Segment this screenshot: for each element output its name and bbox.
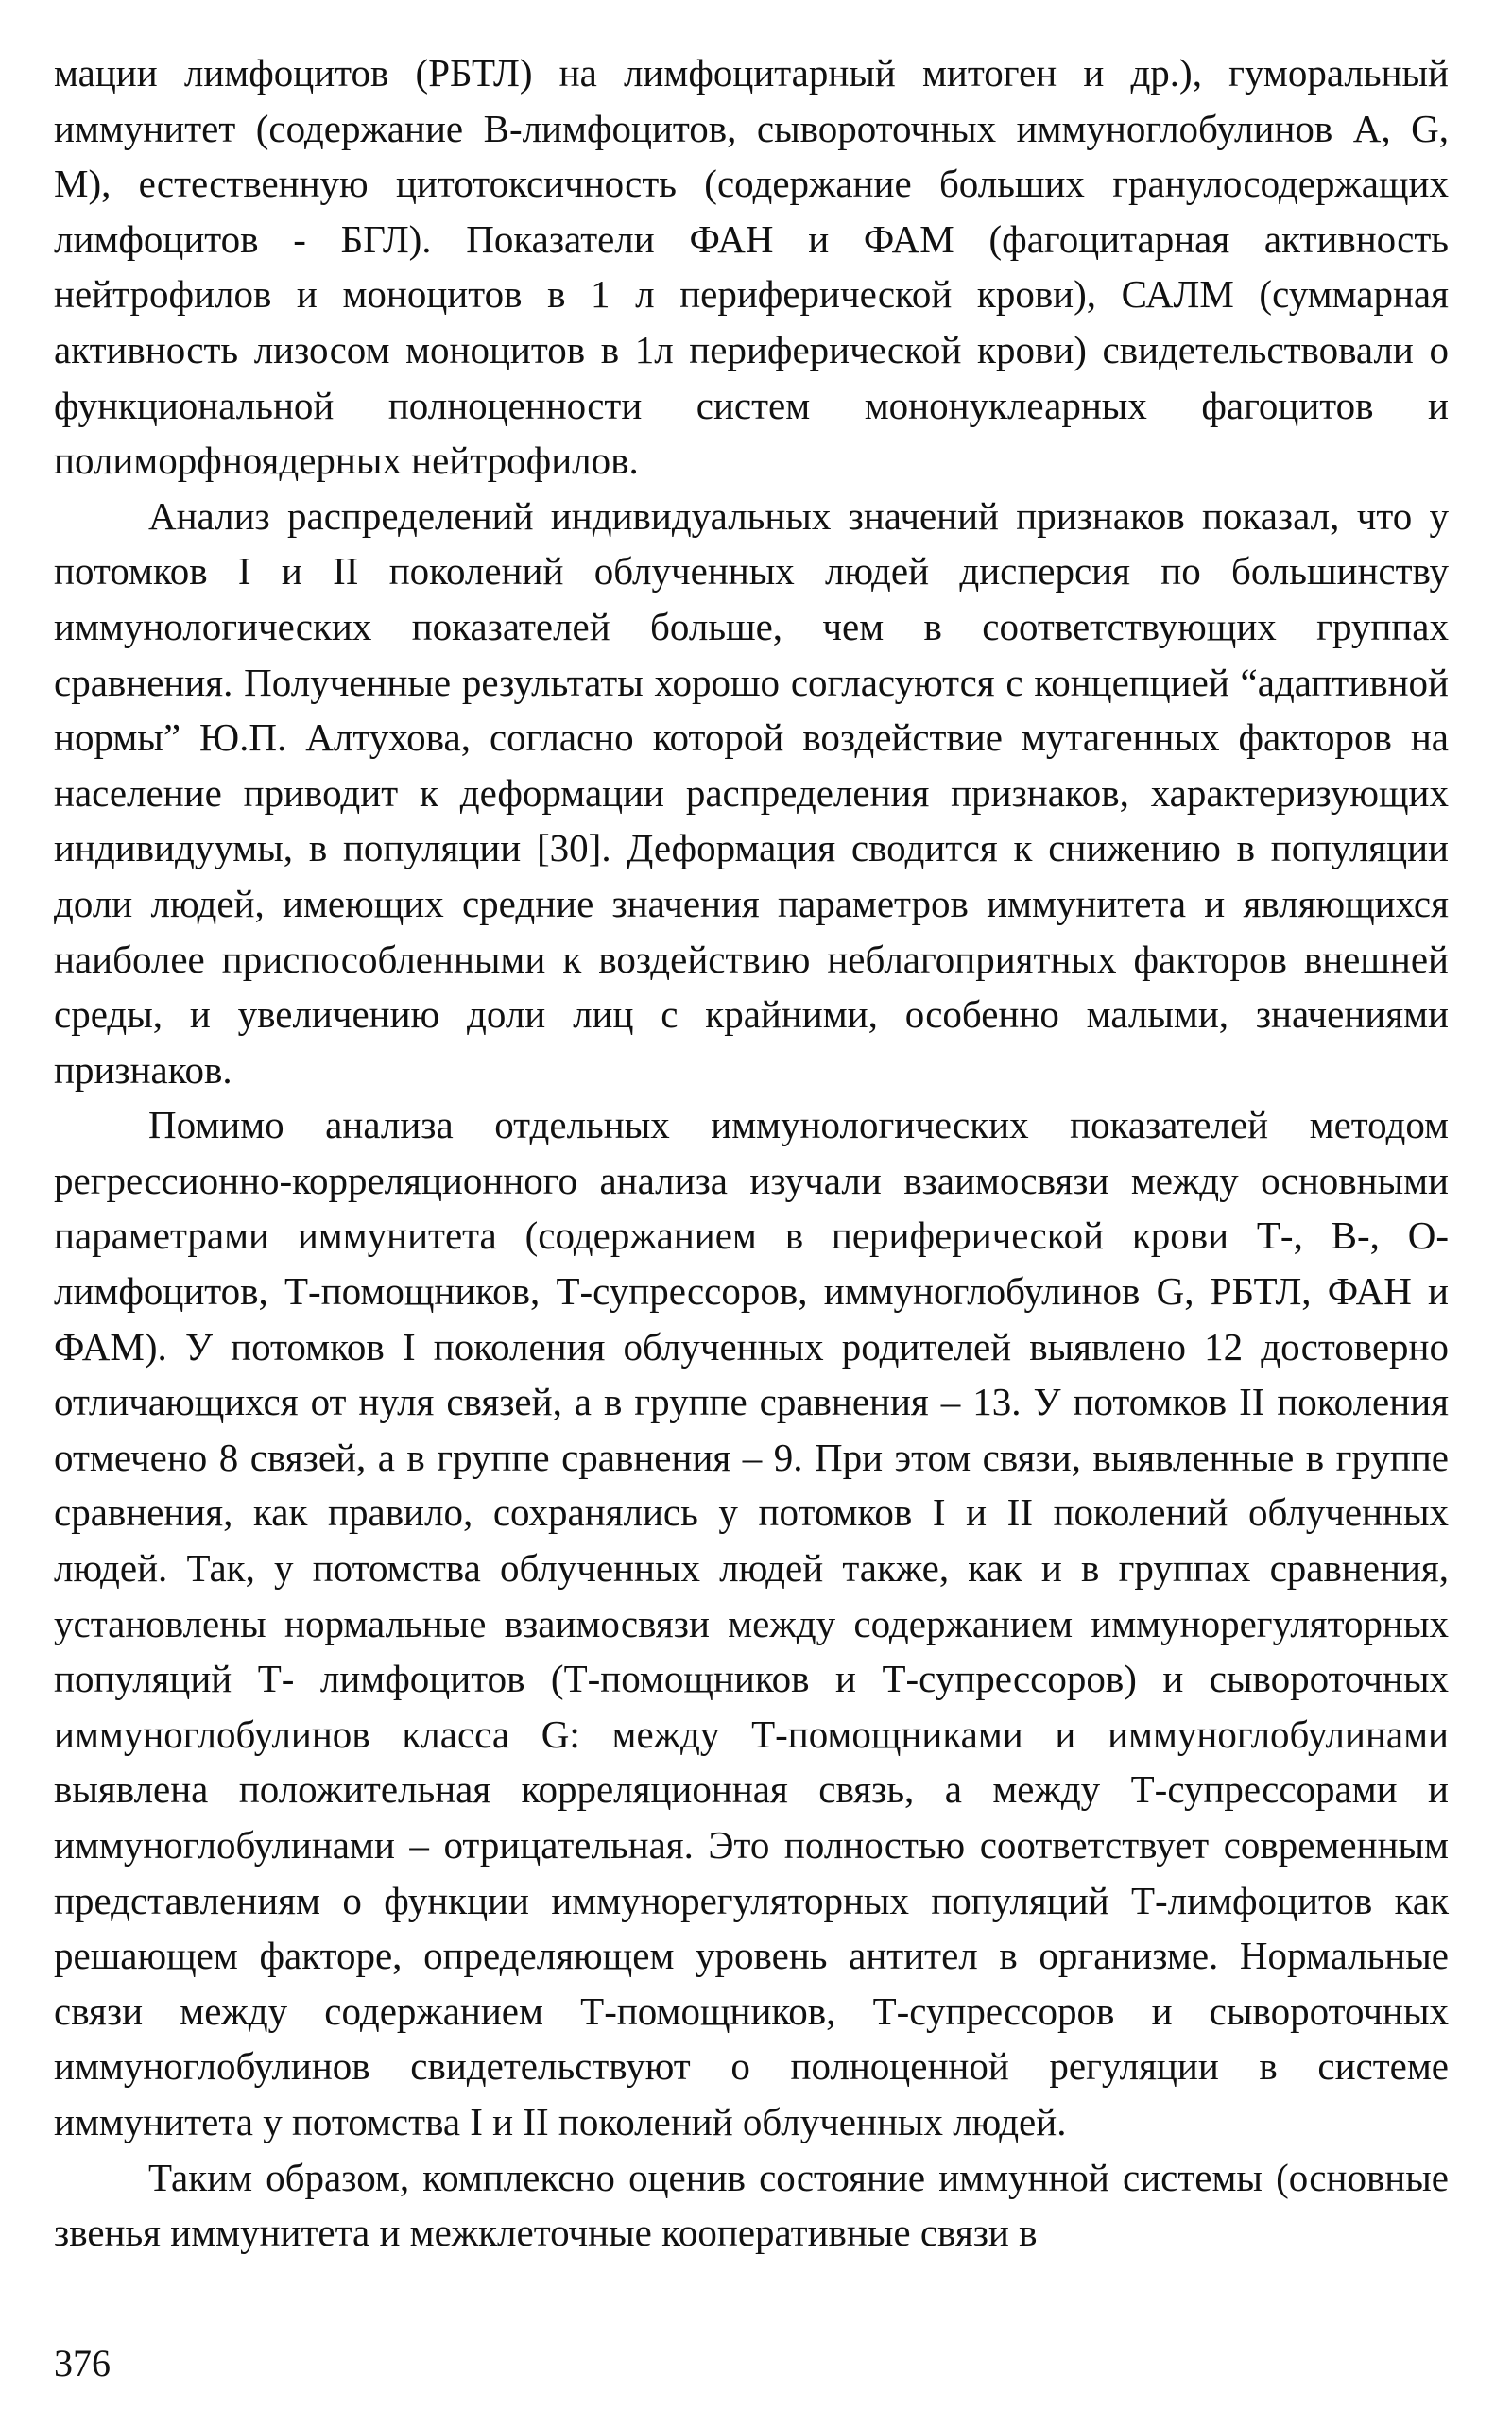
paragraph-continuation: мации лимфоцитов (РБТЛ) на лимфоцитарный митоген и др.), гуморальный иммунитет (содержание В-лимфоцитов, сывороточных иммуноглобулинов A, G, M), естественную цитотоксичность (содержание больших гранулосодержащих лимфоцитов - БГЛ). Показатели ФАН и ФАМ (фагоцитарная активность нейтрофилов и моноцитов в 1 л периферической крови), САЛМ (суммарная активность лизосом моноцитов в 1л периферической крови) свидетельствовали о функциональной полноценности систем мононуклеарных фагоцитов и полиморфноядерных нейтрофилов.	[54, 51, 1449, 483]
paragraph-conclusion: Таким образом, комплексно оценив состояние иммунной системы (основные звенья иммунитета и межклеточные кооперативные связи в	[54, 2155, 1449, 2255]
page-number: 376	[54, 2342, 111, 2384]
page-body	[54, 45, 1449, 2261]
paragraph-distribution-analysis: Анализ распределений индивидуальных значений признаков показал, что у потомков I и II поколений облученных людей дисперсия по большинству иммунологических показателей больше, чем в соответствующих группах сравнения. Полученные результаты хорошо согласуются с концепцией “адаптивной нормы” Ю.П. Алтухова, согласно которой воздействие мутагенных факторов на население приводит к деформации распределения признаков, характеризующих индивидуумы, в популяции [30]. Деформация сводится к снижению в популяции доли людей, имеющих средние значения параметров иммунитета и являющихся наиболее приспособленными к воздействию неблагоприятных факторов внешней среды, и увеличению доли лиц с крайними, особенно малыми, значениями признаков.	[54, 493, 1449, 1092]
paragraph-correlation-analysis: Помимо анализа отдельных иммунологических показателей методом регрессионно-корреляционного анализа изучали взаимосвязи между основными параметрами иммунитета (содержанием в периферической крови Т-, В-, О-лимфоцитов, Т-помощников, Т-супрессоров, иммуноглобулинов G, РБТЛ, ФАН и ФАМ). У потомков I поколения облученных родителей выявлено 12 достоверно отличающихся от нуля связей, а в группе сравнения – 13. У потомков II поколения отмечено 8 связей, а в группе сравнения – 9. При этом связи, выявленные в группе сравнения, как правило, сохранялись у потомков I и II поколений облученных людей. Так, у потомства облученных людей также, как и в группах сравнения, установлены нормальные взаимосвязи между содержанием иммунорегуляторных популяций Т- лимфоцитов (Т-помощников и Т-супрессоров) и сывороточных иммуноглобулинов класса G: между Т-помощниками и иммуноглобулинами выявлена положительная корреляционная связь, а между Т-супрессорами и иммуноглобулинами – отрицательная. Это полностью соответствует современным представлениям о функции иммунорегуляторных популяций Т-лимфоцитов как решающем факторе, определяющем уровень антител в организме. Нормальные связи между содержанием Т-помощников, Т-супрессоров и сывороточных иммуноглобулинов свидетельствуют о полноценной регуляции в системе иммунитета у потомства I и II поколений облученных людей.	[54, 1103, 1449, 2143]
